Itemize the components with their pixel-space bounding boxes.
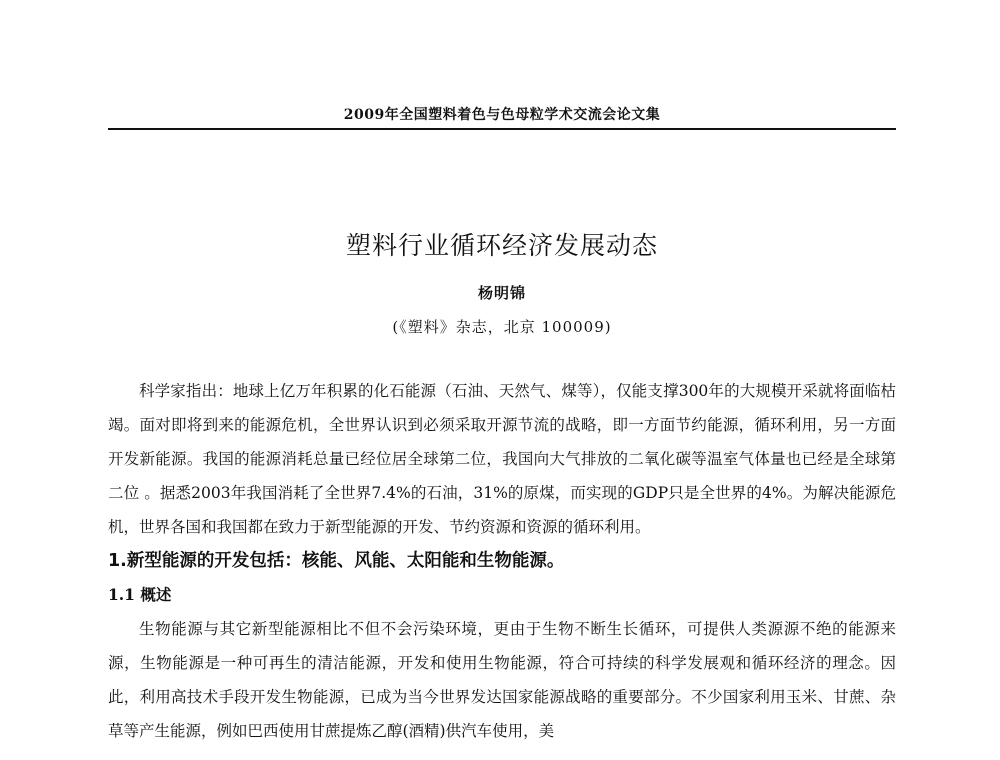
- section-1-heading: 1.新型能源的开发包括：核能、风能、太阳能和生物能源。: [108, 551, 565, 571]
- article-title: 塑料行业循环经济发展动态: [345, 231, 658, 260]
- article-body: [108, 374, 896, 748]
- section-1-1-heading: 1.1 概述: [108, 585, 172, 604]
- section-1-1-paragraph: 生物能源与其它新型能源相比不但不会污染环境，更由于生物不断生长循环，可提供人类源源不绝的能源来源，生物能源是一种可再生的清洁能源，开发和使用生物能源，符合可持续的科学发展观和循环经济的理念。因此，利用高技术手段开发生物能源，已成为当今世界发达国家能源战略的重要部分。不少国家利用玉米、甘蔗、杂草等产生能源，例如巴西使用甘蔗提炼乙醇(酒精)供汽车使用，美: [108, 620, 896, 740]
- intro-paragraph: 科学家指出：地球上亿万年积累的化石能源（石油、天然气、煤等），仅能支撑300年的大规模开采就将面临枯竭。面对即将到来的能源危机，全世界认识到必须采取开源节流的战略，即一方面节约能源，循环利用，另一方面开发新能源。我国的能源消耗总量已经位居全球第二位，我国向大气排放的二氧化碳等温室气体量也已经是全球第二位 。据悉2003年我国消耗了全世界7.4%的石油，31%的原煤，而实现的GDP只是全世界的4%。为解决能源危机，世界各国和我国都在致力于新型能源的开发、节约资源和资源的循环利用。: [108, 382, 896, 536]
- article-author: 杨明锦: [477, 284, 526, 302]
- header-rule: [108, 128, 896, 130]
- article-affiliation: (《塑料》杂志，北京 100009): [392, 318, 612, 336]
- running-header: 2009年全国塑料着色与色母粒学术交流会论文集: [343, 107, 661, 123]
